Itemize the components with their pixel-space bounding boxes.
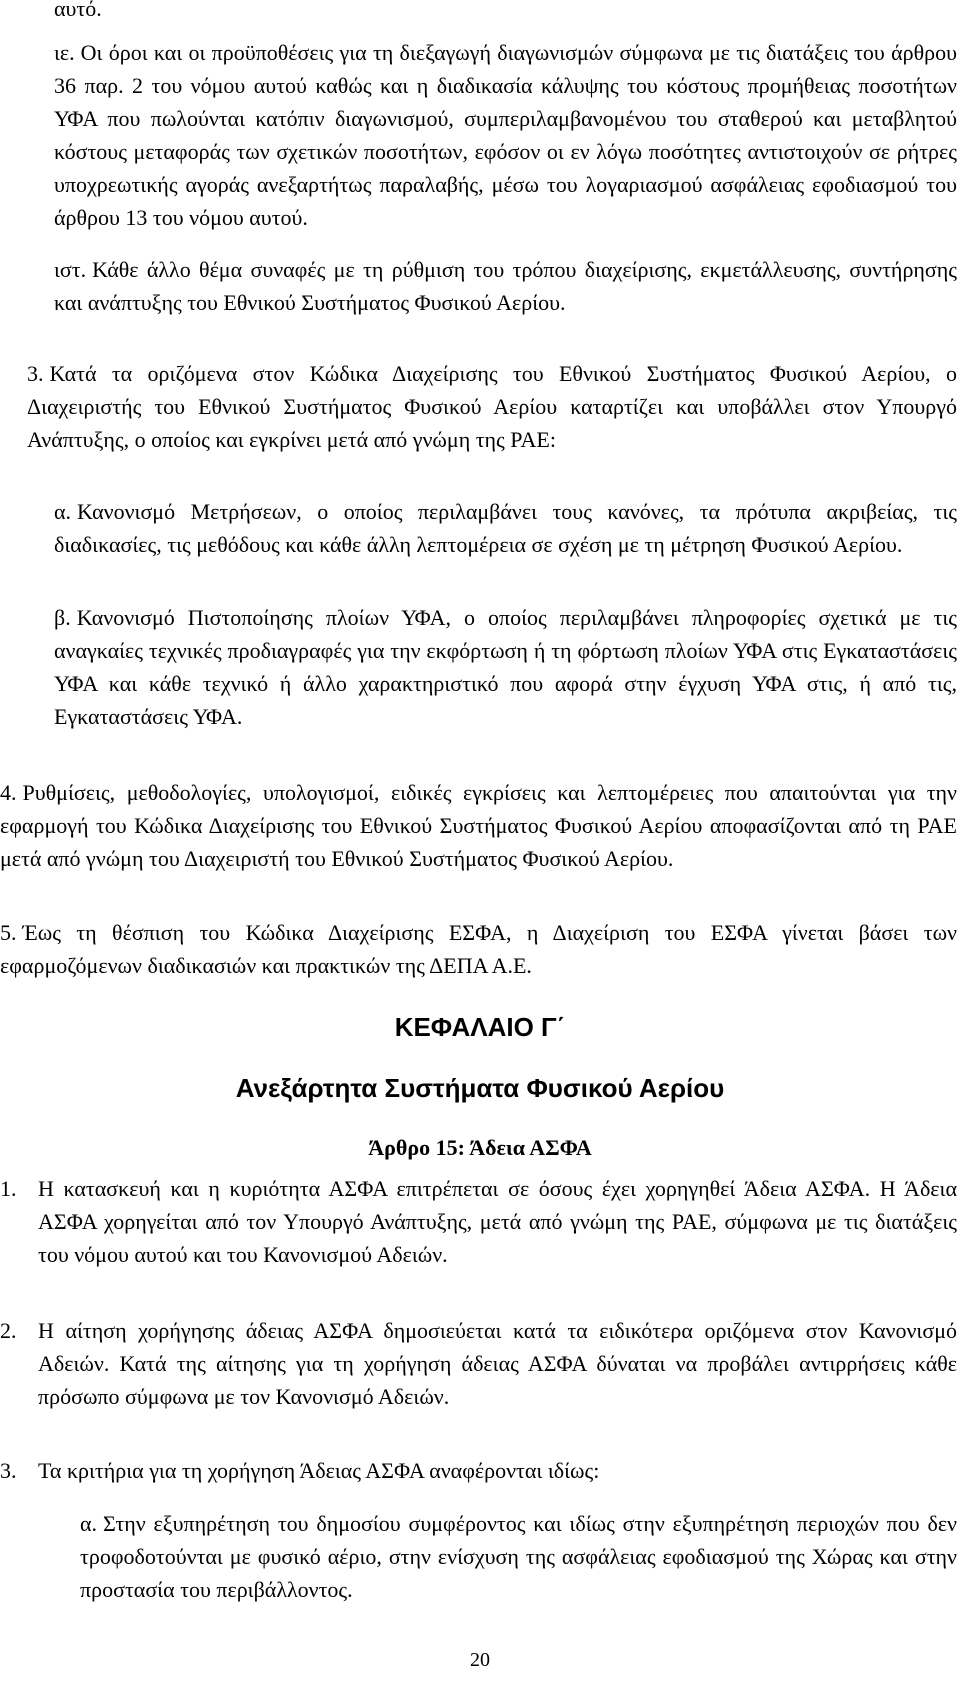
- paragraph-text: Τα κριτήρια για τη χορήγηση Άδειας ΑΣΦΑ αναφέρονται ιδίως:: [38, 1458, 600, 1483]
- item-ist: [54, 253, 957, 319]
- paragraph-3a: [54, 495, 957, 561]
- paragraph-number: 2.: [0, 1318, 17, 1343]
- paragraph-text: Έως τη θέσπιση του Κώδικα Διαχείρισης ΕΣΦΑ, η Διαχείριση του ΕΣΦΑ γίνεται βάσει των εφαρμοζόμενων διαδικασιών και πρακτικών της ΔΕΠΑ Α.Ε.: [0, 920, 957, 978]
- paragraph-number: 4.: [0, 780, 17, 805]
- paragraph-4: [0, 776, 957, 875]
- paragraph-number: 3.: [0, 1458, 17, 1483]
- paragraph-text: Ρυθμίσεις, μεθοδολογίες, υπολογισμοί, ειδικές εγκρίσεις και λεπτομέρειες που απαιτούνται για την εφαρμογή του Κώδικα Διαχείρισης του Εθνικού Συστήματος Φυσικού Αερίου αποφασίζονται από τη ΡΑΕ μετά από γνώμη του Διαχειριστή του Εθνικού Συστήματος Φυσικού Αερίου.: [0, 780, 957, 871]
- paragraph-number: 1.: [0, 1176, 17, 1201]
- chapter-title: ΚΕΦΑΛΑΙΟ Γ΄: [394, 1012, 566, 1042]
- paragraph-text: Κατά τα οριζόμενα στον Κώδικα Διαχείρισης του Εθνικού Συστήματος Φυσικού Αερίου, ο Διαχειριστής του Εθνικού Συστήματος Φυσικού Αερίου καταρτίζει και υποβάλλει στον Υπουργό Ανάπτυξης, ο οποίος και εγκρίνει μετά από γνώμη της ΡΑΕ:: [27, 361, 957, 452]
- paragraph-3: [27, 357, 957, 456]
- item-text: Οι όροι και οι προϋποθέσεις για τη διεξαγωγή διαγωνισμών σύμφωνα με τις διατάξεις του άρθρου 36 παρ. 2 του νόμου αυτού καθώς και η διαδικασία κάλυψης του κόστους προμήθειας ποσοτήτων ΥΦΑ που πωλούνται κατόπιν διαγωνισμού, συμπεριλαμβανομένου του σταθερού και μεταβλητού κόστους μεταφοράς των σχετικών ποσοτήτων, εφόσον οι εν λόγω ποσότητες αντιστοιχούν σε ρήτρες υποχρεωτικής αγοράς ανεξαρτήτως παραλαβής, μέσω του λογαριασμού ασφάλειας εφοδιασμού του άρθρου 13 του νόμου αυτού.: [54, 40, 957, 230]
- paragraph-text: Η κατασκευή και η κυριότητα ΑΣΦΑ επιτρέπεται σε όσους έχει χορηγηθεί Άδεια ΑΣΦΑ. Η Άδεια ΑΣΦΑ χορηγείται από τον Υπουργό Ανάπτυξης, μετά από γνώμη της ΡΑΕ, σύμφωνα με τις διατάξεις του νόμου αυτού και του Κανονισμού Αδειών.: [38, 1176, 957, 1267]
- paragraph-number: 5.: [0, 920, 17, 945]
- subparagraph-text: Κανονισμό Μετρήσεων, ο οποίος περιλαμβάνει τους κανόνες, τα πρότυπα ακριβείας, τις διαδικασίες, τις μεθόδους και κάθε άλλη λεπτομέρεια σε σχέση με τη μέτρηση Φυσικού Αερίου.: [54, 499, 957, 557]
- chapter-subtitle: Ανεξάρτητα Συστήματα Φυσικού Αερίου: [235, 1073, 725, 1103]
- page-number: 20: [470, 1649, 490, 1671]
- article-paragraph-2: [0, 1314, 957, 1413]
- subparagraph-label: α.: [80, 1511, 98, 1536]
- paragraph-3b: [54, 601, 957, 733]
- item-label: ιστ.: [54, 257, 87, 282]
- subparagraph-label: β.: [54, 605, 71, 630]
- article-title: Άρθρο 15: Άδεια ΑΣΦΑ: [368, 1135, 592, 1160]
- paragraph-5: [0, 916, 957, 982]
- paragraph-number: 3.: [27, 361, 44, 386]
- item-text: Κάθε άλλο θέμα συναφές με τη ρύθμιση του τρόπου διαχείρισης, εκμετάλλευσης, συντήρησης και ανάπτυξης του Εθνικού Συστήματος Φυσικού Αερίου.: [54, 257, 957, 315]
- subparagraph-text: Κανονισμό Πιστοποίησης πλοίων ΥΦΑ, ο οποίος περιλαμβάνει πληροφορίες σχετικά με τις αναγκαίες τεχνικές προδιαγραφές για την εκφόρτωση ή τη φόρτωση πλοίων ΥΦΑ στις Εγκαταστάσεις ΥΦΑ και κάθε τεχνικό ή άλλο χαρακτηριστικό που αφορά στην έγχυση ΥΦΑ στις, ή από τις, Εγκαταστάσεις ΥΦΑ.: [54, 605, 957, 729]
- item-ie: [54, 36, 957, 234]
- subparagraph-label: α.: [54, 499, 72, 524]
- top-fragment: αυτό.: [54, 0, 102, 21]
- article-paragraph-3: [0, 1454, 957, 1487]
- article-paragraph-3a: [80, 1507, 957, 1606]
- article-paragraph-1: [0, 1172, 957, 1271]
- subparagraph-text: Στην εξυπηρέτηση του δημοσίου συμφέροντος και ιδίως στην εξυπηρέτηση περιοχών που δεν τροφοδοτούνται με φυσικό αέριο, στην ενίσχυση της ασφάλειας εφοδιασμού της Χώρας και στην προστασία του περιβάλλοντος.: [80, 1511, 957, 1602]
- paragraph-text: Η αίτηση χορήγησης άδειας ΑΣΦΑ δημοσιεύεται κατά τα ειδικότερα οριζόμενα στον Κανονισμό Αδειών. Κατά της αίτησης για τη χορήγηση άδειας ΑΣΦΑ δύναται να προβάλει αντιρρήσεις κάθε πρόσωπο σύμφωνα με τον Κανονισμό Αδειών.: [38, 1318, 957, 1409]
- item-label: ιε.: [54, 40, 75, 65]
